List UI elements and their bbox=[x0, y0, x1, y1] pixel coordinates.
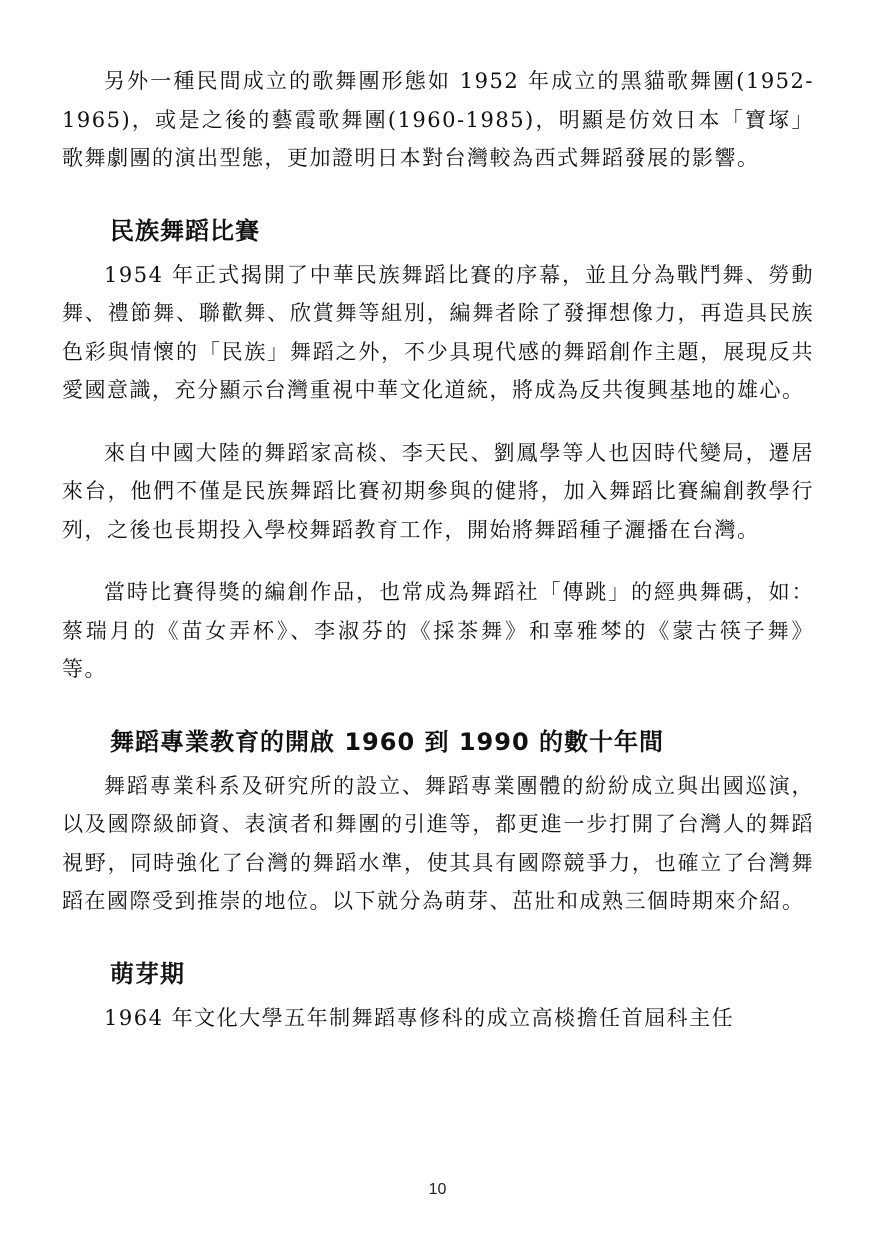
heading-folk-dance-competition: 民族舞蹈比賽 bbox=[110, 216, 260, 245]
paragraph-professional: 舞蹈專業科系及研究所的設立、舞蹈專業團體的紛紛成立與出國巡演，以及國際級師資、表演者和舞團的引進等，都更進一步打開了台灣人的舞蹈視野，同時強化了台灣的舞蹈水準，使其具有國際競爭力，也確立了台灣舞蹈在國際受到推崇的地位。以下就分為萌芽、茁壯和成熟三個時期來介紹。 bbox=[62, 773, 814, 913]
page-content bbox=[62, 62, 814, 1037]
heading-professional-education: 舞蹈專業教育的開啟 1960 到 1990 的數十年間 bbox=[110, 727, 665, 756]
paragraph-troupes: 另外一種民間成立的歌舞團形態如 1952 年成立的黑貓歌舞團(1952-1965)，或是之後的藝霞歌舞團(1960-1985)，明顯是仿效日本「寶塚」歌舞劇團的演出型態，更加證明日本對台灣較為西式舞蹈發展的影響。 bbox=[62, 69, 814, 170]
paragraph-competition: 1954 年正式揭開了中華民族舞蹈比賽的序幕，並且分為戰鬥舞、勞動舞、禮節舞、聯歡舞、欣賞舞等組別，編舞者除了發揮想像力，再造具民族色彩與情懷的「民族」舞蹈之外，不少具現代感的舞蹈創作主題，展現反共愛國意識，充分顯示台灣重視中華文化道統，將成為反共復興基地的雄心。 bbox=[62, 262, 814, 402]
paragraph-mainland-dancers: 來自中國大陸的舞蹈家高棪、李天民、劉鳳學等人也因時代變局，遷居來台，他們不僅是民族舞蹈比賽初期參與的健將，加入舞蹈比賽編創教學行列，之後也長期投入學校舞蹈教育工作，開始將舞蹈種子灑播在台灣。 bbox=[62, 440, 814, 542]
heading-budding-period: 萌芽期 bbox=[110, 959, 185, 988]
paragraph-award-works: 當時比賽得獎的編創作品，也常成為舞蹈社「傳跳」的經典舞碼，如：蔡瑞月的《苗女弄杯》、李淑芬的《採茶舞》和辜雅棽的《蒙古筷子舞》等。 bbox=[62, 580, 814, 681]
paragraph-1964: 1964 年文化大學五年制舞蹈專修科的成立高棪擔任首屆科主任 bbox=[104, 1005, 735, 1030]
page-number: 10 bbox=[428, 1181, 447, 1198]
